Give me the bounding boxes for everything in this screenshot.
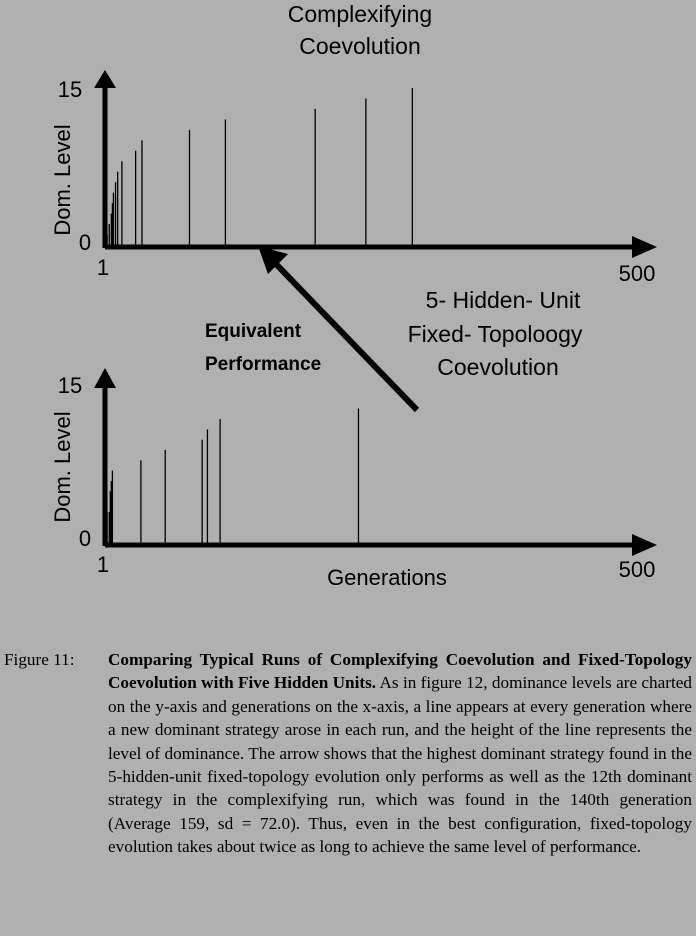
bottom-chart-y-tick-15: 15: [57, 373, 83, 398]
bottom-chart-x-axis-label: Generations: [327, 565, 447, 590]
bottom-chart-title-line1: 5- Hidden- Unit: [425, 287, 581, 313]
top-chart-title-line1: Complexifying: [287, 1, 433, 27]
caption-body: [108, 648, 692, 859]
bottom-chart-y-tick-0: 0: [78, 526, 92, 551]
bottom-chart-bars: [107, 409, 358, 543]
top-chart-title-line2: Coevolution: [299, 33, 421, 59]
top-chart-y-tick-0: 0: [78, 230, 92, 255]
caption-text: As in figure 12, dominance levels are charted on the y-axis and generations on the x-axis, a line appears at every generation where a new dominant strategy arose in each run, and the height of the line represents the level of dominance. The arrow shows that the highest dominant strategy found in the 5-hidden-unit fixed-topology evolution only performs as well as the 12th dominant strategy in the complexifying run, which was found in the 140th generation (Average 159, sd = 72.0). Thus, even in the best configuration, fixed-topology evolution takes about twice as long to achieve the same level of performance.: [108, 673, 692, 857]
bottom-chart-title-line3: Coevolution: [437, 354, 559, 380]
caption-label: Figure 11:: [4, 650, 75, 669]
top-chart-x-tick-500: 500: [618, 261, 656, 286]
figure-caption: [4, 648, 692, 859]
top-chart-x-axis-arrowhead: [632, 236, 657, 258]
top-chart-y-axis-arrowhead: [94, 70, 116, 88]
bottom-chart-x-tick-1: 1: [96, 552, 110, 577]
top-chart-x-tick-1: 1: [96, 255, 110, 280]
bottom-chart: [50, 287, 657, 590]
bottom-chart-x-tick-500: 500: [618, 557, 656, 582]
top-chart: [50, 1, 657, 286]
bottom-chart-x-axis-arrowhead: [632, 534, 657, 556]
top-chart-y-tick-15: 15: [57, 77, 83, 102]
arrow-label-line2: Performance: [205, 354, 322, 375]
top-chart-bars: [107, 88, 412, 245]
top-chart-y-axis-label: Dom. Level: [50, 124, 75, 236]
bottom-chart-y-axis-label: Dom. Level: [50, 411, 75, 523]
bottom-chart-title-line2: Fixed- Topoloogy: [407, 321, 583, 347]
bottom-chart-y-axis-arrowhead: [94, 368, 116, 388]
equivalent-performance-arrow: [205, 246, 417, 410]
caption-title: Comparing Typical Runs of Complexifying Coevolution and Fixed-Topology Coevolution with Five Hidden Units.: [108, 650, 692, 693]
arrow-label-line1: Equivalent: [205, 321, 302, 342]
